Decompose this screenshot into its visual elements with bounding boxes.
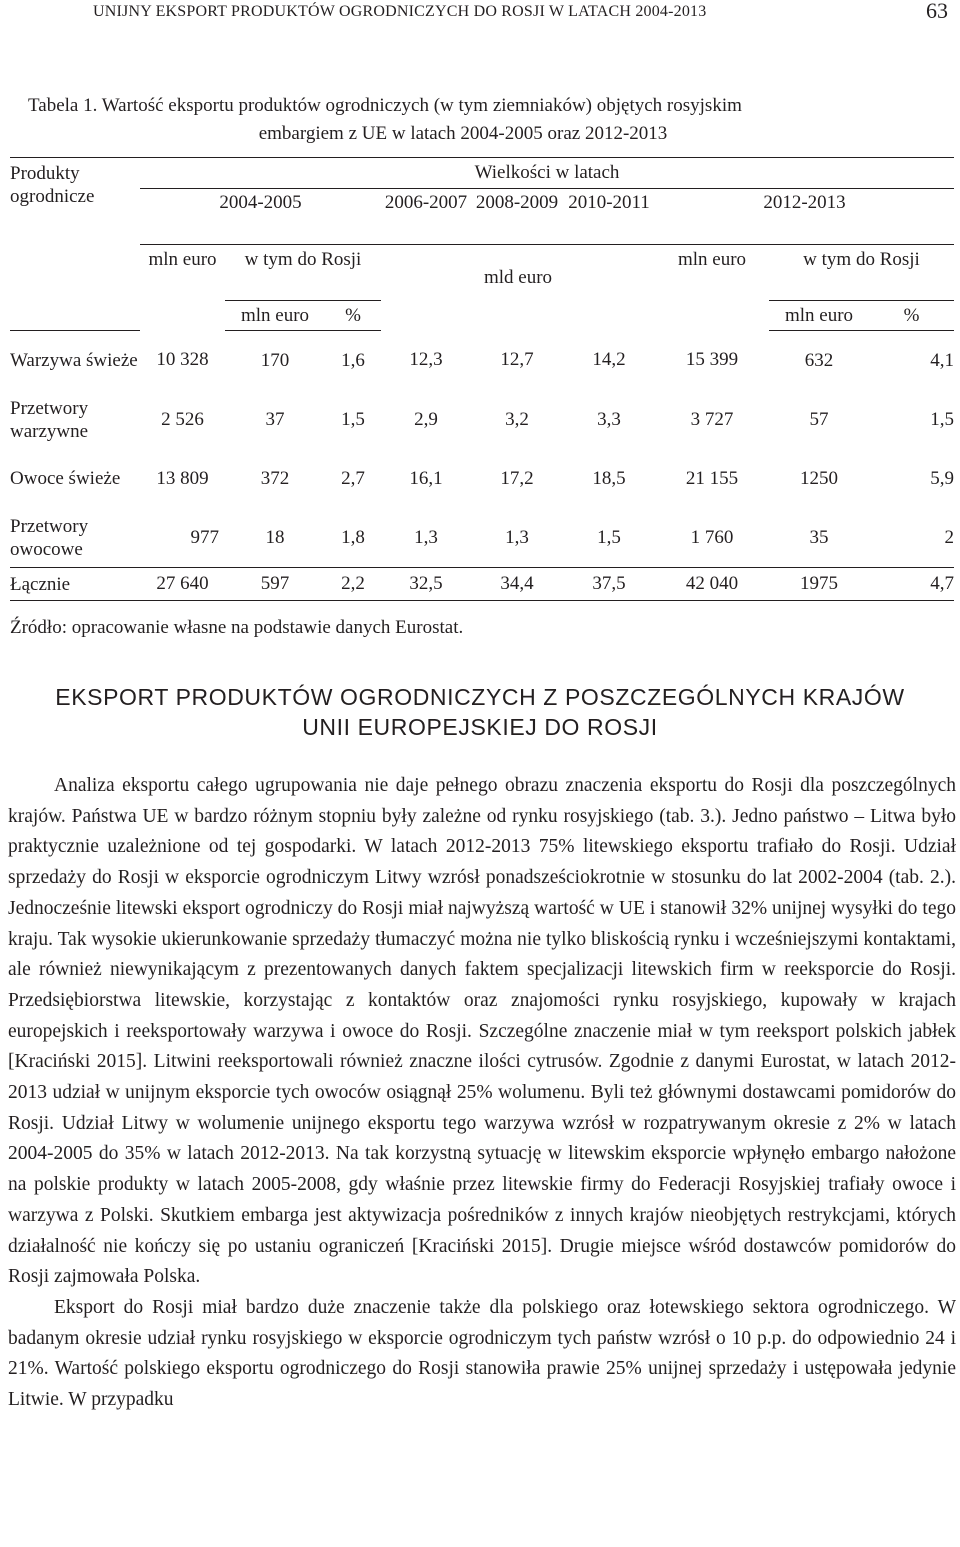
cell: 13 809 (156, 467, 209, 489)
section-title-line2: UNII EUROPEJSKIEJ DO ROSJI (302, 714, 658, 740)
cell: 37 (265, 408, 285, 430)
period-header: 2008-2009 (471, 189, 563, 245)
unit-w-tym: w tym do Rosji (225, 245, 381, 301)
cell: 14,2 (592, 349, 626, 371)
cell: 2 526 (161, 408, 204, 430)
group-header: Wielkości w latach (140, 158, 954, 189)
unit-mln-euro: mln euro (769, 301, 869, 331)
cell: 1,5 (930, 408, 955, 430)
period-header: 2006-2007 (381, 189, 471, 245)
cell: 1,6 (341, 349, 365, 371)
stub-header: Produkty ogrodnicze (10, 158, 140, 245)
row-label: Przetwory owocowe (10, 515, 89, 560)
cell: 1 760 (690, 526, 734, 548)
total-row (10, 568, 954, 601)
body-text (8, 771, 956, 1416)
paragraph: Eksport do Rosji miał bardzo duże znaczenie także dla polskiego oraz łotewskiego sektora ogrodniczego. W badanym okresie udział rynku rosyjskiego w eksporcie ogrodniczym tych państw wzrósł o 10 p.p. do odpowiednio 24 i 21%. Wartość polskiego eksportu ogrodniczego do Rosji stanowiła prawie 25% unijnej sprzedaży i ustępowała jedynie Litwie. W przypadku (8, 1296, 956, 1411)
table-caption-line2: embargiem z UE w latach 2004-2005 oraz 2012-2013 (258, 123, 668, 144)
table-caption (28, 92, 948, 148)
running-header (0, 0, 960, 30)
export-table (10, 157, 954, 601)
period-header: 2010-2011 (563, 189, 655, 245)
cell: 2 (944, 526, 955, 548)
period-header: 2012-2013 (655, 189, 954, 245)
row-label: Warzywa świeże (10, 350, 138, 371)
cell: 57 (809, 408, 829, 430)
cell: 4,7 (869, 568, 954, 601)
cell: 12,7 (500, 349, 534, 371)
cell: 1,3 (505, 526, 529, 548)
cell: 10 328 (156, 349, 209, 371)
table-row (10, 508, 954, 568)
unit-mln-euro: mln euro (148, 249, 217, 270)
cell: 3,2 (505, 408, 529, 430)
cell: 372 (260, 467, 290, 489)
cell: 597 (225, 568, 325, 601)
cell: 2,7 (341, 467, 365, 489)
row-label: Łącznie (10, 568, 140, 601)
cell: 632 (804, 349, 834, 371)
unit-mld-euro: mld euro (483, 266, 553, 288)
cell: 977 (190, 526, 219, 548)
cell: 32,5 (381, 568, 471, 601)
cell: 2,2 (325, 568, 381, 601)
cell: 2,9 (414, 408, 438, 430)
section-title-line1: EKSPORT PRODUKTÓW OGRODNICZYCH Z POSZCZEGÓLNYCH KRAJÓW (55, 684, 905, 710)
cell: 27 640 (140, 568, 225, 601)
cell: 1,3 (414, 526, 438, 548)
cell: 3 727 (690, 408, 734, 430)
cell: 1250 (800, 467, 838, 489)
table-caption-line1: Tabela 1. Wartość eksportu produktów ogrodniczych (w tym ziemniaków) objętych rosyjskim (28, 95, 742, 116)
unit-mln-euro: mln euro (677, 249, 747, 270)
cell: 1,5 (597, 526, 621, 548)
table-source: Źródło: opracowanie własne na podstawie danych Eurostat. (10, 617, 464, 638)
cell: 35 (809, 526, 829, 548)
cell: 18 (265, 526, 285, 548)
cell: 37,5 (563, 568, 655, 601)
cell: 4,1 (930, 349, 955, 371)
cell: 1,8 (341, 526, 365, 548)
cell: 42 040 (655, 568, 769, 601)
cell: 12,3 (409, 349, 443, 371)
unit-pct: % (325, 301, 381, 331)
row-label: Przetwory warzywne (10, 397, 89, 442)
cell: 1,5 (341, 408, 365, 430)
unit-pct: % (869, 301, 954, 331)
table-row (10, 449, 954, 508)
table-row (10, 331, 954, 391)
row-label: Owoce świeże (10, 468, 121, 489)
cell: 34,4 (471, 568, 563, 601)
cell: 17,2 (500, 467, 534, 489)
cell: 170 (260, 349, 290, 371)
unit-w-tym: w tym do Rosji (769, 245, 954, 301)
cell: 5,9 (930, 467, 955, 489)
paragraph: Analiza eksportu całego ugrupowania nie daje pełnego obrazu znaczenia eksportu do Rosji dla poszczególnych krajów. Państwa UE w bardzo różnym stopniu były zależne od rynku rosyjskiego (tab. 3.). Jedno państwo – Litwa było praktycznie uzależnione od tej gospodarki. W latach 2012-2013 75% litewskiego eksportu trafiało do Rosji. Udział sprzedaży do Rosji w eksporcie ogrodniczym Litwy wzrósł ponadsześciokrotnie w stosunku do lat 2002-2004 (tab. 2.). Jednocześnie litewski eksport ogrodniczy do Rosji miał najwyższą wartość w UE i stanowił 32% unijnej wysyłki do tego kraju. Tak wysokie ukierunkowanie sprzedaży tłumaczyć można nie tylko bliskością rynku i wcześniejszymi kontaktami, ale również niewynikającym z prezentowanych danych faktem specjalizacji litewskich firm w reeksporcie do Rosji. Przedsiębiorstwa litewskie, korzystając z kontaktów oraz znajomości rynku rosyjskiego, kupowały w krajach europejskich i reeksportowały warzywa i owoce do Rosji. Szczególne znaczenie miał w tym reeksport polskich jabłek [Kraciński 2015]. Litwini reeksportowali również znaczne ilości cytrusów. Zgodnie z danymi Eurostat, w latach 2012-2013 udział w unijnym eksporcie tych owoców osiągnął 25% wolumenu. Byli też głównymi dostawcami pomidorów do Rosji. Udział Litwy w wolumenie unijnego eksportu tego warzywa wzrósł w rozpatrywanym okresie z 2% w latach 2004-2005 do 35% w latach 2012-2013. Na tak korzystną sytuację w litewskim eksporcie wpłynęło embargo nałożone na polskie produkty w latach 2005-2008, gdy właśnie przez litewskie firmy do Federacji Rosyjskiej trafiały owoce i warzywa z Polski. Skutkiem embarga jest aktywizacja pośredników z innych krajów nieobjętych restrykcjami, których działalność nie kończy się po ustaniu ograniczeń [Kraciński 2015]. Drugie miejsce wśród dostawców pomidorów do Rosji zajmowała Polska. (8, 775, 956, 1288)
cell: 16,1 (409, 467, 443, 489)
section-title (0, 682, 960, 742)
cell: 3,3 (597, 408, 621, 430)
cell: 21 155 (685, 467, 739, 489)
page-number: 63 (926, 0, 948, 23)
unit-mln-euro: mln euro (225, 301, 325, 331)
cell: 18,5 (592, 467, 626, 489)
running-title: UNIJNY EKSPORT PRODUKTÓW OGRODNICZYCH DO ROSJI W LATACH 2004-2013 (93, 3, 707, 20)
period-header: 2004-2005 (140, 189, 381, 245)
cell: 1975 (769, 568, 869, 601)
table-row (10, 390, 954, 449)
cell: 15 399 (685, 349, 739, 371)
